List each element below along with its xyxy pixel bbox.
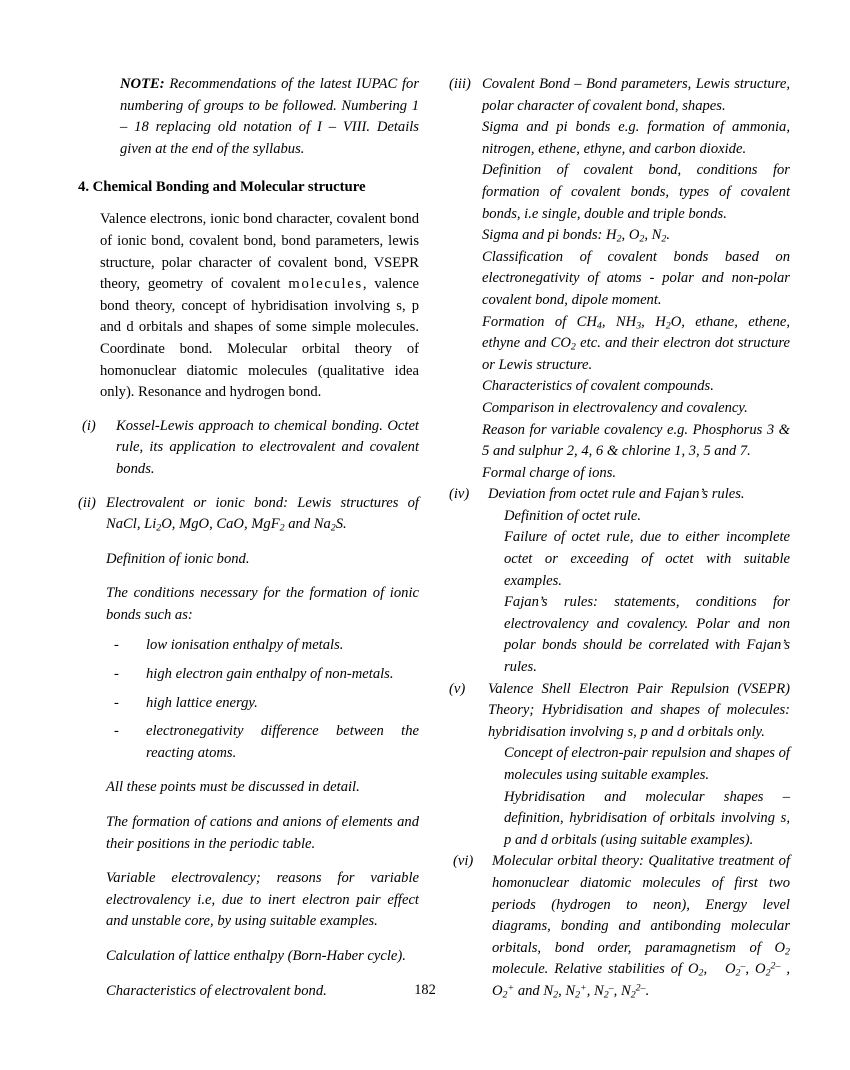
- intro-spaced-word: molecules: [288, 276, 363, 293]
- item-i-text: Kossel-Lewis approach to chemical bonding. Octet rule, its application to electrovalent and covalent bonds.: [116, 417, 419, 477]
- list-item-ii: [78, 493, 419, 1003]
- item-marker-i: (i): [82, 417, 96, 434]
- item-v-p1: Valence Shell Electron Pair Repulsion (VSEPR) Theory; Hybridisation and shapes of molecules: hybridisation involving s, p and d orbitals only.: [488, 680, 790, 740]
- subscript-o2-para: 2: [785, 946, 790, 958]
- subscript-mgf2: 2: [279, 522, 285, 534]
- p6-a: Formation of CH: [482, 313, 597, 330]
- species-n2-plus: $N_2^+$: [565, 982, 587, 1001]
- item-iv-p2: Definition of octet rule.: [504, 507, 641, 524]
- dash-bullet-icon: -: [114, 723, 119, 740]
- subscript-h2o: 2: [665, 320, 671, 332]
- subscript-o2: 2: [639, 233, 645, 245]
- note-text: Recommendations of the latest IUPAC for numbering of groups to be followed. Numbering 1 – 18 replacing old notation of I – VIII. Details given at the end of the syllabus.: [120, 76, 419, 157]
- subscript-h2: 2: [616, 233, 622, 245]
- item-marker-vi: (vi): [453, 853, 474, 870]
- list-item-i: [78, 416, 419, 481]
- subscript-ch4: 4: [596, 320, 602, 332]
- species-separator-4: ,: [558, 982, 566, 999]
- list-item: [106, 664, 419, 686]
- item-iii-p7: Characteristics of covalent compounds.: [482, 378, 714, 395]
- subscript-nh3: 3: [636, 320, 642, 332]
- item-iii-p10: Formal charge of ions.: [482, 464, 617, 481]
- p4-mid-2: , N: [644, 227, 662, 244]
- species-o2-plus: $O_2^+$: [492, 982, 515, 1001]
- two-column-layout: [78, 74, 790, 1003]
- item-body-ii: [106, 493, 419, 1003]
- p6-e: etc. and their electron dot structure or Lewis structure.: [482, 335, 791, 373]
- item-body-iii: [482, 74, 790, 484]
- dash-bullet-icon: -: [114, 694, 119, 711]
- item-marker-iii: (iii): [449, 76, 471, 92]
- item-body-v: [488, 679, 790, 852]
- intro-part-2: , valence bond theory, concept of hybridisation involving s, p and d orbitals and shapes of some simple molecules. Coordinate bond. Molecular orbital theory of homonuclear diatomic molecules (qualitative idea only). Resonance and hydrogen bond.: [100, 276, 419, 401]
- subscript-two: 2: [630, 989, 636, 1001]
- subscript-two: 2: [735, 967, 741, 979]
- superscript-minus: –: [608, 982, 614, 994]
- item-iii-p5: Classification of covalent bonds based on electronegativity of atoms - polar and non-polar covalent bond, dipole moment.: [482, 248, 790, 308]
- superscript-two-minus: 2–: [635, 982, 646, 994]
- list-item-vi: [449, 851, 790, 1002]
- p4-pre: Sigma and pi bonds: H: [482, 227, 617, 244]
- item-marker-ii: (ii): [78, 494, 96, 511]
- list-item: [106, 693, 419, 715]
- item-iii-p4-sigma-pi: [482, 225, 790, 247]
- subscript-two: 2: [502, 989, 508, 1001]
- ii-line-part-2: O, MgO, CaO, MgF: [161, 516, 280, 533]
- section-intro: [78, 209, 419, 403]
- subscript-two: 2: [575, 989, 581, 1001]
- species-separator-5: ,: [586, 982, 595, 999]
- item-marker-v: (v): [449, 680, 466, 697]
- item-ii-calculation: Calculation of lattice enthalpy (Born-Haber cycle).: [106, 948, 406, 964]
- subscript-li2o: 2: [156, 522, 162, 534]
- p6-d: O, ethane, ethene, ethyne and CO: [482, 313, 790, 352]
- item-iii-p8: Comparison in electrovalency and covalency.: [482, 399, 748, 416]
- p4-end: .: [666, 227, 670, 244]
- right-column: [449, 74, 790, 1003]
- item-iii-p2: Sigma and pi bonds e.g. formation of ammonia, nitrogen, ethene, ethyne, and carbon dioxide.: [482, 119, 790, 157]
- subscript-n2: 2: [661, 233, 667, 245]
- p6-c: , H: [641, 313, 666, 330]
- item-iii-p6-formation: [482, 312, 790, 377]
- subscript-na2s: 2: [330, 522, 336, 534]
- p4-mid: , O: [621, 227, 640, 244]
- vi-text-a: Molecular orbital theory: Qualitative treatment of homonuclear diatomic molecules of first two periods (hydrogen to neon), Energy level diagrams, bonding and antibonding molecular orbitals, bond order, paramagnetism of O: [492, 853, 790, 956]
- left-column: [78, 74, 419, 1002]
- item-ii-all-points: All these points must be discussed in detail.: [106, 779, 360, 796]
- subscript-o2-stability: 2: [698, 967, 704, 979]
- ii-line-part-3: and Na: [284, 516, 331, 533]
- superscript-minus: –: [740, 960, 746, 972]
- item-body-iv: [488, 484, 790, 678]
- subscript-two: 2: [603, 989, 609, 1001]
- item-ii-characteristics: Characteristics of electrovalent bond.: [106, 982, 327, 999]
- item-iii-p1: Covalent Bond – Bond parameters, Lewis structure, polar character of covalent bond, shapes.: [482, 76, 790, 114]
- species-o2-2minus: $O_2^{2-}$: [755, 960, 781, 979]
- condition-text: electronegativity difference between the reacting atoms.: [146, 723, 419, 761]
- section-heading: 4. Chemical Bonding and Molecular structure: [78, 179, 366, 196]
- superscript-plus: +: [507, 982, 515, 994]
- species-separator-3: ,: [780, 961, 791, 978]
- conditions-list: [106, 635, 419, 764]
- condition-text: high electron gain enthalpy of non-metals.: [146, 666, 394, 683]
- ii-line-part-1: Electrovalent or ionic bond: Lewis structures of NaCl, Li: [106, 494, 419, 533]
- condition-text: high lattice energy.: [146, 694, 258, 711]
- p6-b: , NH: [601, 313, 637, 330]
- item-iv-p4: Fajan’s rules: statements, conditions for electrovalency and covalency. Polar and non polar bonds should be correlated with Fajan’s rules.: [504, 594, 790, 676]
- item-iv-p3: Failure of octet rule, due to either incomplete octet or exceeding of octet with suitable examples.: [504, 529, 790, 589]
- dash-bullet-icon: -: [114, 666, 119, 683]
- species-o2-minus: $O_2^-$: [724, 960, 746, 979]
- list-item-v: [449, 679, 790, 852]
- item-ii-formation: The formation of cations and anions of elements and their positions in the periodic table.: [106, 814, 419, 852]
- subscript-two: 2: [765, 967, 771, 979]
- list-item-iii: [449, 74, 790, 484]
- item-vi-p1: [492, 851, 790, 1002]
- subscript-n2: 2: [553, 989, 559, 1001]
- species-connector: and N: [514, 982, 554, 999]
- item-iv-p1: Deviation from octet rule and Fajan’s rules.: [488, 486, 745, 503]
- species-n2-minus: $N_2^-$: [594, 982, 614, 1001]
- item-body-vi: [492, 851, 790, 1002]
- item-body-i: [116, 416, 419, 481]
- ii-line-part-4: S.: [335, 516, 347, 533]
- superscript-plus: +: [580, 982, 587, 994]
- dash-bullet-icon: -: [114, 637, 119, 654]
- item-ii-variable: Variable electrovalency; reasons for variable electrovalency i.e, due to inert electron pair effect and unstable core, by using suitable examples.: [106, 870, 419, 930]
- species-separator-1: ,: [703, 961, 725, 978]
- item-marker-iv: (iv): [449, 486, 470, 503]
- list-item: [106, 635, 419, 657]
- item-ii-formulas: [106, 493, 419, 536]
- condition-text: low ionisation enthalpy of metals.: [146, 637, 344, 654]
- note-block: [78, 74, 419, 160]
- item-iii-p3: Definition of covalent bond, conditions for formation of covalent bonds, types of covalent bonds, i.e single, double and triple bonds.: [482, 162, 790, 222]
- subscript-co2: 2: [570, 341, 576, 353]
- page-number: 182: [414, 982, 436, 998]
- note-label: NOTE:: [120, 76, 165, 92]
- item-v-p3: Hybridisation and molecular shapes – definition, hybridisation of orbitals involving s, p and d orbitals (using suitable examples).: [504, 788, 790, 848]
- item-ii-definition: Definition of ionic bond.: [106, 550, 250, 567]
- item-iii-p9: Reason for variable covalency e.g. Phosphorus 3 & 5 and sulphur 2, 4, 6 & chlorine 1, 3, 5 and 7.: [482, 421, 790, 460]
- list-item-iv: [449, 484, 790, 678]
- vi-text-b: molecule. Relative stabilities of O: [492, 961, 699, 978]
- species-separator-6: ,: [613, 982, 621, 999]
- species-separator-2: ,: [745, 961, 756, 978]
- superscript-two-minus: 2–: [770, 960, 781, 972]
- species-n2-2minus: $N_2^{2-}$: [620, 982, 646, 1001]
- list-item: [106, 721, 419, 764]
- item-ii-conditions-intro: The conditions necessary for the formation of ionic bonds such as:: [106, 585, 419, 623]
- item-v-p2: Concept of electron-pair repulsion and shapes of molecules using suitable examples.: [504, 745, 790, 783]
- intro-part-1: Valence electrons, ionic bond character, covalent bond of ionic bond, covalent bond, bond parameters, lewis structure, polar character of covalent bond, VSEPR theory, geometry of covalent: [100, 211, 419, 293]
- species-period: .: [645, 982, 650, 999]
